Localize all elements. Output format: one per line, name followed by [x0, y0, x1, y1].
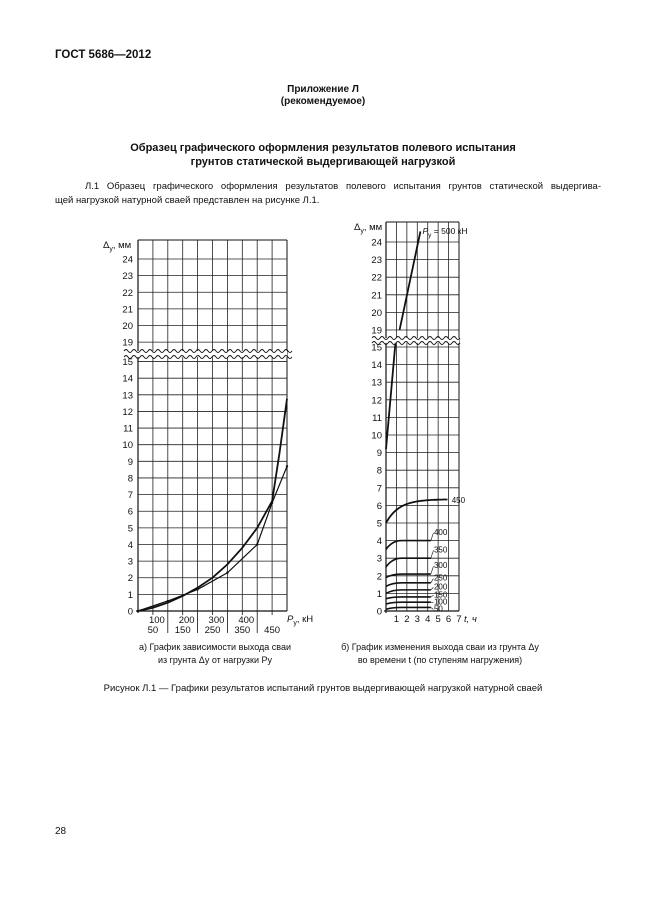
tick-b-y: 6 [376, 500, 382, 512]
tick-a-x-top: 100 [148, 615, 165, 626]
section-title-line2: грунтов статической выдергивающей нагрузкой [190, 156, 456, 168]
paragraph-line2: щей нагрузкой натурной сваей представлен на рисунке Л.1. [55, 195, 320, 206]
tick-a-y: 13 [122, 390, 133, 402]
series-b-50-label: 50 [433, 604, 443, 614]
tick-a-y: 12 [122, 406, 133, 418]
tick-b-y: 7 [376, 483, 382, 495]
figure-caption: Рисунок Л.1 — Графики результатов испытаний грунтов выдергивающей нагрузкой натурной сваей [103, 683, 543, 694]
tick-a-x-top: 300 [208, 615, 225, 626]
axis-a-xlabel: $P_y$, кН [287, 614, 314, 627]
page-number: 28 [55, 826, 67, 837]
series-b-300-label: 300 [433, 561, 448, 571]
tick-b-y: 5 [376, 518, 382, 530]
tick-b-y: 11 [372, 412, 382, 424]
point-a [167, 600, 169, 602]
series-b-150-label: 150 [433, 590, 448, 600]
tick-b-x: 7 [456, 614, 462, 625]
point-a [286, 465, 288, 467]
section-title-line1: Образец графического оформления результатов полевого испытания [130, 142, 516, 154]
tick-b-x: 4 [425, 614, 431, 625]
tick-a-x-bottom: 350 [234, 625, 251, 636]
point-a [137, 610, 139, 612]
series-b-400-label: 400 [433, 527, 448, 537]
tick-b-y: 22 [371, 272, 382, 284]
tick-a-y: 11 [123, 423, 133, 435]
document-code: ГОСТ 5686—2012 [55, 49, 152, 61]
annex-subtitle: (рекомендуемое) [280, 96, 366, 107]
tick-a-y: 15 [122, 357, 133, 369]
tick-a-y: 3 [127, 556, 133, 568]
tick-b-y: 21 [371, 290, 382, 302]
tick-b-y: 19 [371, 325, 382, 337]
tick-a-y: 22 [122, 287, 133, 299]
series-b-450-label: 450 [451, 496, 466, 506]
tick-b-y: 12 [371, 395, 382, 407]
annex-title: Приложение Л [287, 84, 359, 95]
tick-b-x: 1 [393, 614, 400, 625]
tick-a-y: 7 [127, 490, 133, 502]
paragraph-line1: Л.1 Образец графического оформления результатов полевого испытания грунтов статической выдергива- [85, 181, 601, 192]
tick-b-y: 8 [376, 465, 382, 477]
series-b-100-label: 100 [433, 597, 448, 607]
series-b-250-label: 250 [433, 573, 448, 583]
tick-b-y: 0 [376, 606, 382, 618]
caption-a-line2: из грунта Δy от нагрузки Py [157, 655, 273, 665]
point-a [226, 572, 228, 574]
axis-a-ylabel: $\Delta_y$, мм [103, 240, 132, 253]
caption-a [130, 641, 300, 667]
tick-a-x-top: 200 [178, 615, 195, 626]
tick-b-x: 3 [414, 614, 420, 625]
tick-a-y: 8 [127, 473, 133, 485]
axis-b-ylabel: $\Delta_y$, мм [354, 222, 383, 235]
tick-a-x-bottom: 450 [264, 625, 281, 636]
tick-b-x: 2 [404, 614, 410, 625]
tick-b-y: 20 [371, 307, 382, 319]
tick-b-y: 10 [371, 430, 382, 442]
caption-b-line2: во времени t (по ступеням нагружения) [357, 655, 523, 665]
tick-a-x-bottom: 250 [204, 625, 221, 636]
tick-a-y: 2 [127, 573, 133, 585]
tick-a-y: 5 [127, 523, 133, 535]
tick-a-y: 23 [122, 271, 133, 283]
tick-b-y: 14 [371, 360, 382, 372]
tick-a-y: 10 [122, 440, 133, 452]
tick-a-y: 6 [127, 506, 133, 518]
tick-a-y: 20 [122, 321, 133, 333]
tick-a-y: 1 [127, 589, 133, 601]
tick-a-y: 21 [122, 304, 133, 316]
tick-b-y: 4 [376, 536, 382, 548]
point-a [256, 543, 258, 545]
tick-b-y: 2 [376, 571, 382, 583]
caption-b-line1: б) График изменения выхода сваи из грунта Δy [341, 642, 539, 652]
tick-b-y: 13 [371, 377, 382, 389]
caption-a-line1: а) График зависимости выхода сваи [139, 642, 291, 652]
tick-a-x-top: 400 [238, 615, 255, 626]
tick-a-y: 0 [127, 606, 133, 618]
tick-a-x-bottom: 150 [174, 625, 191, 636]
tick-a-y: 9 [127, 456, 133, 468]
tick-a-y: 4 [127, 539, 133, 551]
tick-a-y: 24 [122, 254, 133, 266]
tick-b-y: 15 [371, 342, 382, 354]
axis-b-xlabel: t, ч [464, 614, 477, 625]
tick-a-x-bottom: 50 [147, 625, 159, 636]
series-b-500-label: $P_y = 500$ кН [422, 226, 468, 239]
series-b-350-label: 350 [433, 545, 448, 555]
tick-b-y: 3 [376, 553, 382, 565]
point-a [271, 502, 273, 504]
tick-a-y: 14 [122, 373, 133, 385]
tick-b-y: 9 [376, 448, 382, 460]
tick-b-x: 5 [435, 614, 441, 625]
caption-b [325, 641, 555, 667]
tick-a-y: 19 [122, 337, 133, 349]
series-b-200-label: 200 [433, 582, 448, 592]
tick-b-y: 24 [371, 237, 382, 249]
tick-b-y: 1 [376, 588, 382, 600]
tick-b-x: 6 [445, 614, 452, 625]
tick-b-y: 23 [371, 255, 382, 267]
point-a [196, 588, 198, 590]
